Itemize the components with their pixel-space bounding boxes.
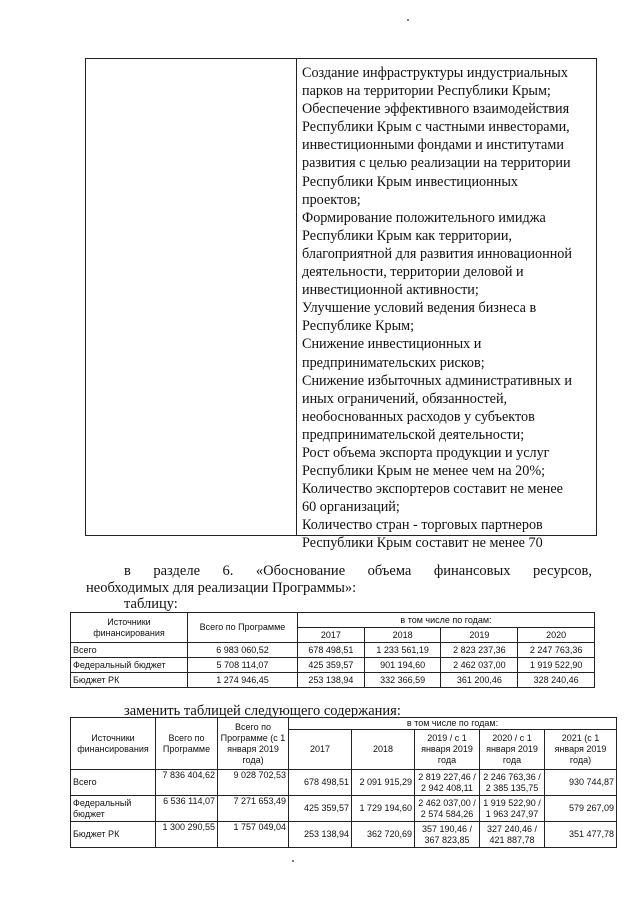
paragraph-line-1: [124, 562, 592, 580]
cell-total: 7 836 404,62: [156, 770, 218, 796]
replace-text: заменить таблицей следующего содержания:: [124, 703, 401, 719]
cell-2018: 2 091 915,29: [352, 770, 415, 796]
goal-line: инвестиционными фондами и институтами: [302, 137, 564, 154]
year-header: 2017: [289, 730, 352, 770]
goal-line: Республике Крым;: [302, 318, 415, 335]
header-total-jan: Всего по Программе (с 1 января 2019 года): [218, 718, 289, 770]
goal-line: Количество экспортеров составит не менее: [302, 481, 563, 498]
goal-line: Республики Крым составит не менее 70: [302, 535, 543, 552]
cell-value: 2 462 037,00: [441, 658, 518, 673]
cell-total: 5 708 114,07: [188, 658, 298, 673]
goal-line: 60 организаций;: [302, 499, 400, 516]
paragraph-word: объема: [367, 563, 412, 579]
cell-total-jan: 1 757 049,04: [218, 822, 289, 848]
table-row: [71, 796, 617, 822]
goal-line: Республики Крым не менее чем на 20%;: [302, 463, 546, 480]
goal-line: Создание инфраструктуры индустриальных: [302, 65, 568, 81]
goal-line: деятельности, территории деловой и: [302, 264, 524, 281]
goal-line: парков на территории Республики Крым;: [302, 83, 551, 100]
table-row: [71, 643, 595, 658]
header-total: Всего по Программе: [188, 613, 298, 643]
year-header: 2018: [352, 730, 415, 770]
goal-line: Количество стран - торговых партнеров: [302, 517, 543, 534]
cell-total-jan: 7 271 653,49: [218, 796, 289, 822]
cell-value: 901 194,60: [364, 658, 441, 673]
cell-value: 425 359,57: [298, 658, 365, 673]
cell-2018: 362 720,69: [352, 822, 415, 848]
paragraph-word: 6.: [222, 563, 234, 579]
goal-line: развития с целью реализации на территории: [302, 155, 571, 172]
cell-2017: 253 138,94: [289, 822, 352, 848]
cell-value: 328 240,46: [518, 673, 595, 688]
cell-2018: 1 729 194,60: [352, 796, 415, 822]
row-label: Всего: [71, 643, 188, 658]
cell-value: 253 138,94: [298, 673, 365, 688]
cell-2017: 425 359,57: [289, 796, 352, 822]
row-label: Федеральный бюджет: [71, 796, 156, 822]
paragraph-line-3: таблицу:: [124, 596, 178, 612]
goal-line: Республики Крым с частными инвесторами,: [302, 119, 570, 136]
goal-line: Формирование положительного имиджа: [302, 209, 546, 226]
year-header: 2020: [518, 628, 595, 643]
cell-total-jan: 9 028 702,53: [218, 770, 289, 796]
year-header: 2018: [364, 628, 441, 643]
paragraph-word: «Обоснование: [255, 563, 346, 579]
paragraph-word: ресурсов,: [533, 563, 592, 579]
cell-2021: 579 267,09: [545, 796, 617, 822]
cell-value: 678 498,51: [298, 643, 365, 658]
new-finance-table: [70, 717, 617, 848]
paragraph-word: разделе: [153, 563, 201, 579]
goal-line: предпринимательской деятельности;: [302, 426, 525, 443]
row-label: Бюджет РК: [71, 673, 188, 688]
table-row: [71, 822, 617, 848]
cell-2019: 2 462 037,00 / 2 574 584,26: [415, 796, 480, 822]
goal-line: Республики Крым как территории,: [302, 227, 512, 244]
goal-line: Республики Крым инвестиционных: [302, 173, 518, 190]
goal-line: предпринимательских рисков;: [302, 354, 485, 371]
old-finance-table: [70, 612, 595, 688]
cell-2020: 2 246 763,36 / 2 385 135,75: [480, 770, 545, 796]
goal-line: Обеспечение эффективного взаимодействия: [302, 101, 570, 118]
cell-total: 6 536 114,07: [156, 796, 218, 822]
cell-2020: 327 240,46 / 421 887,78: [480, 822, 545, 848]
cell-value: 332 366,59: [364, 673, 441, 688]
paragraph-word: финансовых: [433, 563, 511, 579]
paragraph-word: в: [124, 563, 131, 579]
goal-line: Улучшение условий ведения бизнеса в: [302, 300, 537, 317]
header-years: в том числе по годам:: [289, 718, 617, 730]
paragraph-line-2: необходимых для реализации Программы»:: [86, 580, 357, 596]
year-header: 2019 / с 1 января 2019 года: [415, 730, 480, 770]
goal-line: Рост объема экспорта продукции и услуг: [302, 444, 550, 461]
goals-table-divider: [296, 58, 297, 536]
goal-line: Снижение избыточных административных и: [302, 372, 572, 389]
row-label: Всего: [71, 770, 156, 796]
row-label: Бюджет РК: [71, 822, 156, 848]
cell-value: 361 200,46: [441, 673, 518, 688]
year-header: 2019: [441, 628, 518, 643]
goal-line: проектов;: [302, 191, 361, 208]
goals-list: [302, 64, 592, 553]
goal-line: необоснованных расходов у субъектов: [302, 408, 535, 425]
header-source: Источники финансирования: [71, 613, 188, 643]
table-row: [71, 770, 617, 796]
goal-line: инвестиционной активности;: [302, 282, 479, 299]
cell-value: 2 823 237,36: [441, 643, 518, 658]
row-label: Федеральный бюджет: [71, 658, 188, 673]
cell-2019: 2 819 227,46 / 2 942 408,11: [415, 770, 480, 796]
goal-line: благоприятной для развития инновационной: [302, 245, 572, 262]
cell-value: 1 233 561,19: [364, 643, 441, 658]
table-row: [71, 673, 595, 688]
header-source: Источники финансирования: [71, 718, 156, 770]
year-header: 2017: [298, 628, 365, 643]
cell-2021: 351 477,78: [545, 822, 617, 848]
cell-total: 6 983 060,52: [188, 643, 298, 658]
cell-2020: 1 919 522,90 / 1 963 247,97: [480, 796, 545, 822]
cell-value: 2 247 763,36: [518, 643, 595, 658]
cell-2019: 357 190,46 / 367 823,85: [415, 822, 480, 848]
cell-value: 1 919 522,90: [518, 658, 595, 673]
goal-line: Снижение инвестиционных и: [302, 336, 482, 353]
header-total: Всего по Программе: [156, 718, 218, 770]
year-header: 2021 (с 1 января 2019 года): [545, 730, 617, 770]
year-header: 2020 / с 1 января 2019 года: [480, 730, 545, 770]
cell-total: 1 274 946,45: [188, 673, 298, 688]
goal-line: иных ограничений, обязанностей,: [302, 390, 508, 407]
scan-speck: [407, 19, 409, 21]
scan-speck: [292, 860, 294, 862]
cell-2021: 930 744,87: [545, 770, 617, 796]
cell-total: 1 300 290,55: [156, 822, 218, 848]
header-years: в том числе по годам:: [298, 613, 595, 628]
table-row: [71, 658, 595, 673]
cell-2017: 678 498,51: [289, 770, 352, 796]
